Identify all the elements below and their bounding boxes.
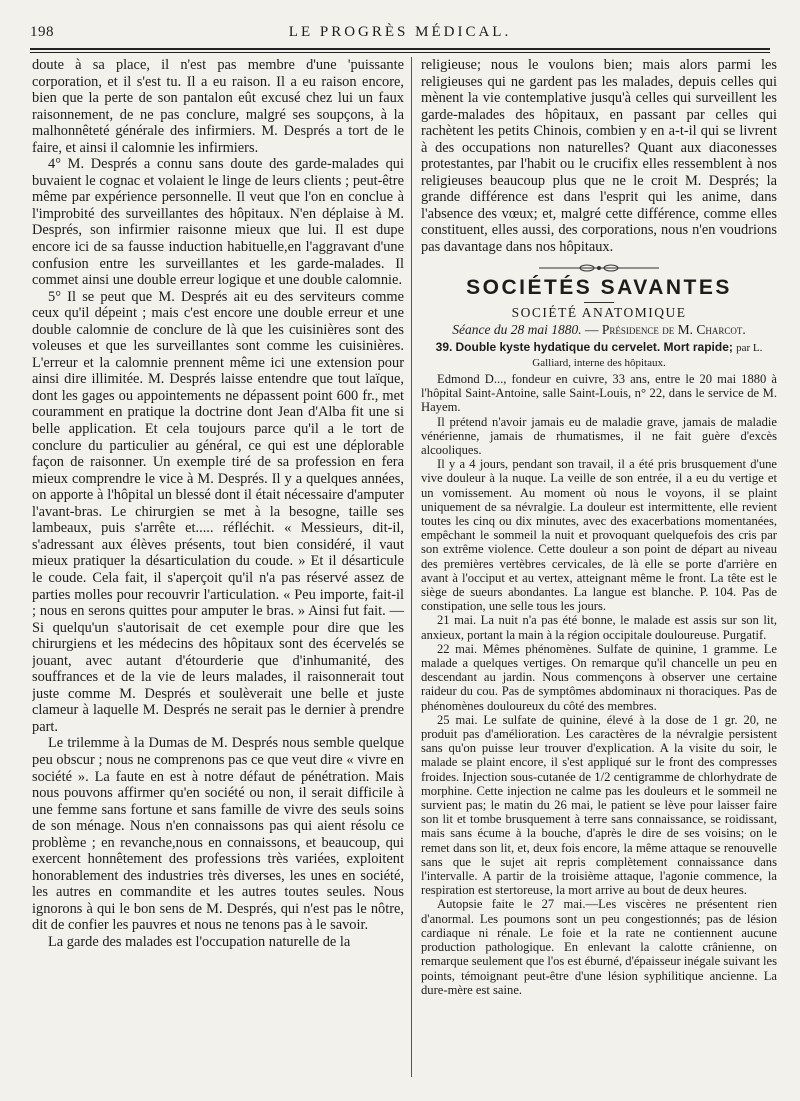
- article-title: Double kyste hydatique du cervelet. Mort rapide;: [455, 339, 733, 354]
- paragraph: 25 mai. Le sulfate de quinine, élevé à la dose de 1 gr. 20, ne produit pas d'amélioration. Les caractères de la névralgie persistent sans qu'on puisse leur trouver d'explication. A la visite du soir, le malade se plaint encore, il s'est appliqué sur le front des compresses froides. Injection sous-cutanée de 1/2 centigramme de chlorhydrate de morphine. Cette injection ne calme pas les douleurs et le sommeil ne survient pas; le matin du 26 mai, le patient se lève pour laisser faire son lit et tombe brusquement à terre sans connaissance, se roidissant, mais sans écume à la bouche, d'après le dire de ses voisins; on le remet dans son lit, et, deux fois encore, la même attaque se renouvelle sans que le sujet ait repris complètement connaissance dans l'intervalle. A partir de la troisième attaque, l'agonie commence, la respiration est stertoreuse, la mort arrive au bout de deux heures.: [421, 712, 777, 898]
- header-rule: [30, 48, 770, 53]
- paragraph: 21 mai. La nuit n'a pas été bonne, le malade est assis sur son lit, anxieux, portant la main à la région occipitale douloureuse. Purgatif.: [421, 613, 777, 642]
- paragraph: religieuse; nous le voulons bien; mais alors parmi les religieuses qui ne gardent pas les malades, depuis celles qui mènent la vie contemplative jusqu'à celles qui surveillent les garde-malades des hôpitaux, en passant par celles qui rachètent les petits Chinois, combien y en a-t-il qui se livrent à des occupations non naturelles? Quant aux diaconesses protestantes, par l'habit ou le crucifix elles ressemblent à nos religieuses beaucoup plus que ne le croit M. Després; la grande différence est dans l'esprit qui les anime, dans l'absence des vœux; et, malgré cette différence, comme elles constituent, elles aussi, des corporations, nous n'en voudrions pas davantage dans nos hôpitaux.: [421, 57, 777, 256]
- paragraph: 4° M. Després a connu sans doute des garde-malades qui buvaient le cognac et volaient le linge de leurs clients ; peut-être même par expérience personnelle. Il veut que l'on en conclue à l'improbité des surveillantes des hôpitaux. N'en déplaise à M. Després, son infirmier raisonne mieux que lui. Il est dupe encore ici de sa fausse induction habituelle,en l'aggravant d'une confusion entre les surveillantes et les garde-malades. Il commet ainsi une double erreur logique et une double calomnie.: [32, 156, 404, 289]
- paragraph: La garde des malades est l'occupation naturelle de la: [48, 933, 351, 950]
- running-title: LE PROGRÈS MÉDICAL.: [288, 24, 512, 40]
- paragraph: 22 mai. Mêmes phénomènes. Sulfate de quinine, 1 gramme. Le malade a quelques vertiges. On remarque qu'il chancelle un peu en descendant au jardin. Nous commençons à observer une certaine raideur du cou. Pas de symptômes abdominaux ni thoraciques. Pas de phénomènes douloureux du côté des membres.: [421, 641, 777, 713]
- ornament-divider: [539, 263, 659, 273]
- session-line: [421, 322, 777, 338]
- paragraph: doute à sa place, il n'est pas membre d'une 'puissante corporation, et il s'est tu. Il a eu raison. Il a eu raison encore, bien que la perte de son pantalon eût excusé chez lui un faux raisonnement, de ne pas conclure, malgré ses soupçons, à la malhonnêteté générale des infirmiers. M. Després a tort de le faire, et ainsi il calomnie les infirmiers.: [32, 57, 404, 156]
- section-title: SOCIÉTÉS SAVANTES: [466, 275, 732, 299]
- society-title: SOCIÉTÉ ANATOMIQUE: [511, 304, 687, 320]
- paragraph: Il y a 4 jours, pendant son travail, il a été pris brusquement d'une vive douleur à la nuque. La veille de son entrée, il a eu du vertige et un vomissement. Au moment où nous le voyons, il se plaint uniquement de sa névralgie. La douleur est intermittente, elle revient toutes les cinq ou dix minutes, avec des exacerbations momentanées, empêchant le sommeil la nuit et provoquant quelquefois des cris par son extrême violence. Cette douleur a son point de départ au niveau des premières vertèbres cervicales, de là elle se porte d'arrière en avant à l'occiput et au vertex, atteignant même le front. La tête est le siège de sueurs abondantes. La langue est blanche. P. 104. Pas de constipation, une selle tous les jours.: [421, 457, 777, 614]
- session-presidency: — Présidence de M. Charcot.: [584, 321, 746, 337]
- short-rule: [584, 302, 614, 303]
- paragraph: Il prétend n'avoir jamais eu de maladie grave, jamais de maladie vénérienne, jamais de rhumatismes, il ne fait guère d'excès alcooliques.: [421, 414, 777, 457]
- paragraph: Edmond D..., fondeur en cuivre, 33 ans, entre le 20 mai 1880 à l'hôpital Saint-Antoine, salle Saint-Louis, n° 22, dans le service de M. Hayem.: [421, 371, 777, 415]
- left-column: [32, 57, 404, 1087]
- section-ornament: [421, 260, 777, 270]
- paragraph: 5° Il se peut que M. Després ait eu des serviteurs comme ceux qu'il dépeint ; mais c'est encore une double erreur et une double calomnie de conclure de là que les cuisinières sont des voleuses et que les surveillantes sont comme les cuisinières. L'erreur et la calomnie prennent même ici une extension pour ainsi dire illimitée. M. Després laisse entendre que tout laïque, dont les gages ou appointements ne dépassent point 600 fr., met couramment en pratique la doctrine dont Jean d'Alba fit une si belle application. Et cela toujours parce qu'il a le tort de conclure du particulier au général, ce qui est une déplorable façon de raisonner. Un exemple tiré de sa profession en fera mieux comprendre le vice à M. Després. Il y a quelques années, on apporte à l'hôpital un blessé dont il était nécessaire d'amputer l'avant-bras. Le chirurgien se met à la besogne, taille ses lambeaux, puis s'arrête et..... réfléchit. « Messieurs, dit-il, s'adressant aux élèves présents, tout bien considéré, il vaut mieux pratiquer la désarticulation du coude. » Et il désarticule le coude. Cela fait, il s'aperçoit qu'il n'a pas réservé assez de parties molles pour recouvrir l'articulation. « Peu importe, fait-il ; nous en serons quittes pour amputer le bras. » Ainsi fut fait. — Si quelqu'un s'autorisait de cet exemple pour dire que les chirurgiens et les médecins des hôpitaux sont des écervelés se jouant, avec autant d'étourderie que d'inhumanité, des souffrances et de la vie de leurs malades, il raisonnerait tout juste comme M. Després et soulèverait une belle et juste clameur à laquelle M. Després ne serait pas le dernier à prendre part.: [32, 288, 404, 735]
- paragraph: Le trilemme à la Dumas de M. Després nous semble quelque peu obscur ; nous ne comprenons pas ce que veut dire « vivre en société ». La faute en est à notre défaut de pénétration. Mais nous pouvons affirmer qu'en société ou non, il serait difficile à une femme sans fortune et sans famille de vivre des seuls soins de son ménage. Nous n'en connaissons pas qui aient résolu ce problème ; en revanche,nous en connaissons, et beaucoup, qui exercent honnêtement des professions très variées, exploitent honorablement des industries très diverses, les unes en société, les autres en commandite et les autres toutes seules. Nous ignorons à qui le bon sens de M. Després, qui n'est pas le nôtre, dit de confier les pauvres et nous ne tenons pas à le savoir.: [32, 735, 404, 934]
- paragraph: Autopsie faite le 27 mai.—Les viscères ne présentent rien d'anormal. Les poumons sont un peu congestionnés; pas de lésion cardiaque ni rénale. Le foie et la rate ne contiennent aucune production pathologique. En enlevant la calotte crânienne, on remarque seulement que l'os est éburné, d'épaisseur inégale suivant les points, témoignant peut-être d'une lésion syphilitique ancienne. La dure-mère est saine.: [421, 897, 777, 997]
- article-heading: [421, 340, 777, 370]
- page-header: [30, 24, 770, 48]
- article-number: 39.: [435, 339, 453, 354]
- column-divider: [411, 57, 412, 1077]
- right-column: [421, 57, 777, 1087]
- article-author: par L. Galliard, interne des hôpitaux.: [532, 341, 763, 369]
- session-date: Séance du 28 mai 1880.: [452, 321, 582, 337]
- page-number: 198: [30, 24, 54, 40]
